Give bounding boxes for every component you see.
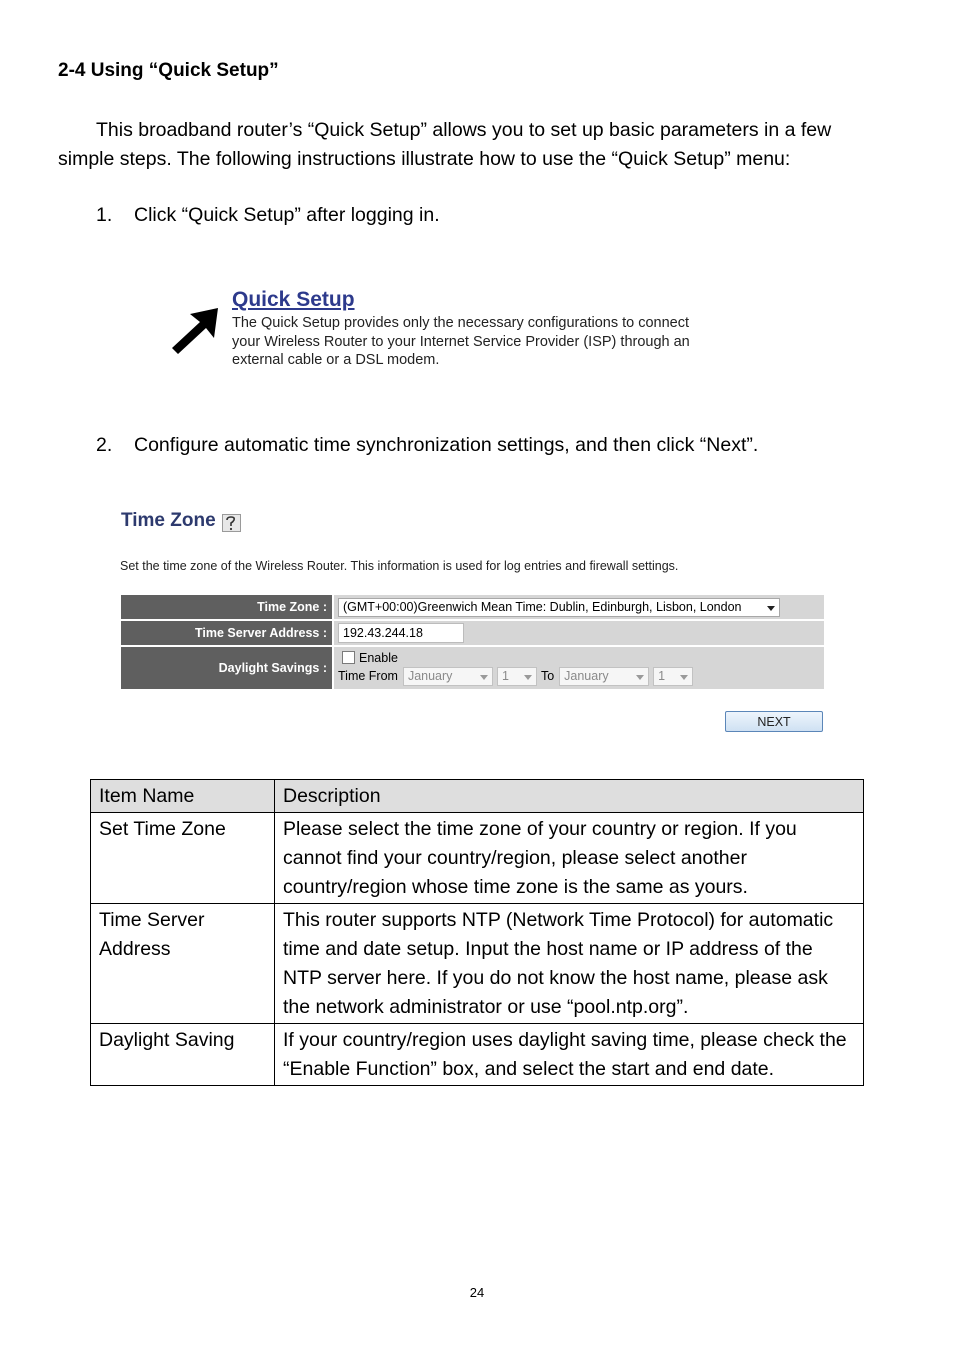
to-label: To bbox=[540, 669, 555, 683]
table-row bbox=[91, 813, 864, 904]
time-zone-row bbox=[121, 595, 824, 621]
item-name-cell: Time Server Address bbox=[91, 904, 275, 1024]
step-text: Click “Quick Setup” after logging in. bbox=[134, 204, 440, 226]
step-number: 1. bbox=[96, 204, 113, 226]
daylight-savings-row bbox=[121, 647, 824, 689]
column-header-item: Item Name bbox=[91, 780, 275, 813]
step-1 bbox=[96, 204, 440, 227]
page-number: 24 bbox=[469, 1285, 485, 1300]
chevron-down-icon bbox=[480, 675, 488, 680]
daylight-enable-checkbox[interactable] bbox=[342, 651, 355, 664]
table-header-row bbox=[91, 780, 864, 813]
time-zone-title: Time Zone bbox=[121, 510, 216, 531]
enable-label: Enable bbox=[359, 650, 398, 665]
description-cell: This router supports NTP (Network Time Protocol) for automatic time and date setup. Input the host name or IP address of the NTP server here. If you do not know the host name, please ask the network administrator or use “pool.ntp.org”. bbox=[275, 904, 864, 1024]
time-zone-description: Set the time zone of the Wireless Router. This information is used for log entries and firewall settings. bbox=[120, 559, 679, 573]
item-name-cell: Set Time Zone bbox=[91, 813, 275, 904]
intro-paragraph: This broadband router’s “Quick Setup” allows you to set up basic parameters in a few simple steps. The following instructions illustrate how to use the “Quick Setup” menu: bbox=[58, 119, 832, 170]
to-day-select[interactable]: 1 bbox=[653, 667, 693, 686]
step-text: Configure automatic time synchronization settings, and then click “Next”. bbox=[134, 434, 759, 456]
chevron-down-icon bbox=[524, 675, 532, 680]
item-description-table bbox=[90, 779, 864, 1086]
step-2 bbox=[96, 434, 758, 457]
quick-setup-link[interactable]: Quick Setup bbox=[232, 288, 355, 311]
next-button[interactable]: NEXT bbox=[725, 711, 823, 732]
time-zone-label: Time Zone : bbox=[121, 595, 332, 619]
description-cell: Please select the time zone of your country or region. If you cannot find your country/region, please select another country/region whose time zone is the same as yours. bbox=[275, 813, 864, 904]
from-day-select[interactable]: 1 bbox=[497, 667, 537, 686]
time-server-row bbox=[121, 621, 824, 647]
from-month-select[interactable]: January bbox=[403, 667, 493, 686]
arrow-up-right-icon bbox=[170, 306, 222, 356]
time-server-input[interactable]: 192.43.244.18 bbox=[338, 623, 464, 643]
quick-setup-description: The Quick Setup provides only the necessary configurations to connect your Wireless Router to your Internet Service Provider (ISP) through an external cable or a DSL modem. bbox=[232, 315, 690, 368]
time-zone-select[interactable] bbox=[338, 598, 780, 617]
chevron-down-icon bbox=[680, 675, 688, 680]
item-name-cell: Daylight Saving bbox=[91, 1024, 275, 1086]
chevron-down-icon bbox=[767, 606, 775, 611]
table-row bbox=[91, 1024, 864, 1086]
time-from-label: Time From bbox=[338, 669, 398, 683]
to-month-select[interactable]: January bbox=[559, 667, 649, 686]
time-zone-selected: (GMT+00:00)Greenwich Mean Time: Dublin, Edinburgh, Lisbon, London bbox=[343, 600, 742, 614]
daylight-savings-label: Daylight Savings : bbox=[121, 647, 332, 689]
time-server-label: Time Server Address : bbox=[121, 621, 332, 645]
column-header-description: Description bbox=[275, 780, 864, 813]
step-number: 2. bbox=[96, 434, 113, 456]
description-cell: If your country/region uses daylight saving time, please check the “Enable Function” box, and select the start and end date. bbox=[275, 1024, 864, 1086]
chevron-down-icon bbox=[636, 675, 644, 680]
section-heading: 2-4 Using “Quick Setup” bbox=[58, 60, 279, 81]
time-zone-form bbox=[121, 595, 824, 689]
table-row bbox=[91, 904, 864, 1024]
help-icon[interactable] bbox=[222, 514, 241, 532]
